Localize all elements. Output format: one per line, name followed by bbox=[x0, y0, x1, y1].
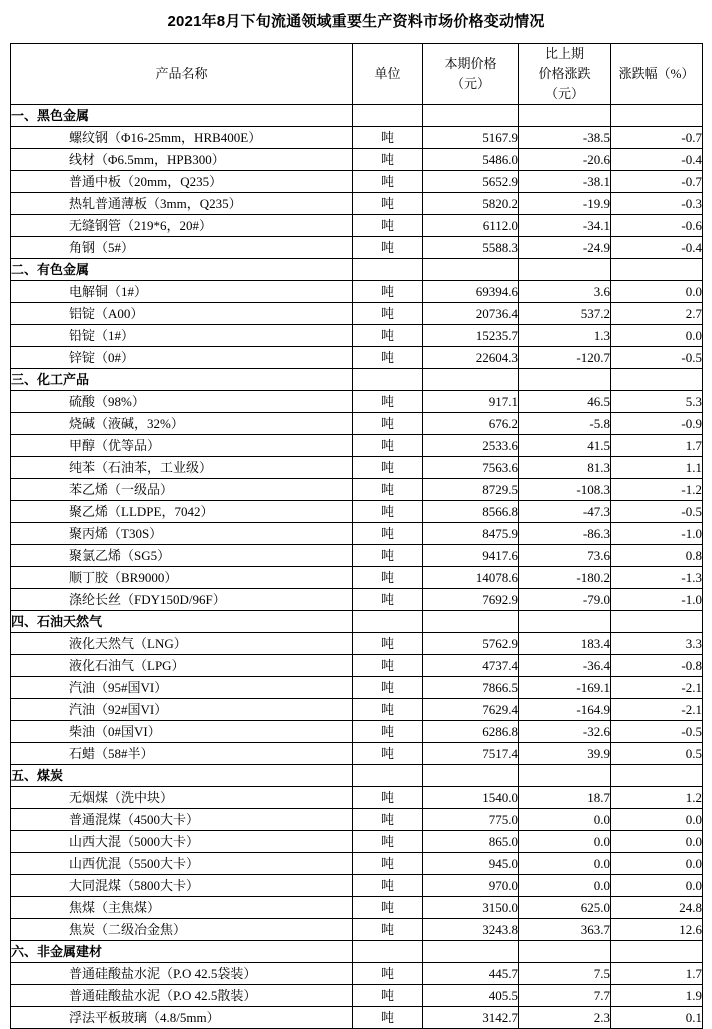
cell-unit bbox=[353, 765, 423, 787]
cell-price: 775.0 bbox=[423, 809, 519, 831]
cell-price bbox=[423, 259, 519, 281]
table-row bbox=[11, 281, 703, 303]
cell-price: 7517.4 bbox=[423, 743, 519, 765]
cell-price bbox=[423, 369, 519, 391]
cell-change: -86.3 bbox=[519, 523, 611, 545]
category-name: 二、有色金属 bbox=[11, 259, 353, 281]
product-name: 硫酸（98%） bbox=[11, 391, 353, 413]
column-header-price-line2: （元） bbox=[450, 76, 490, 91]
cell-change: 81.3 bbox=[519, 457, 611, 479]
cell-change: -34.1 bbox=[519, 215, 611, 237]
cell-change: -120.7 bbox=[519, 347, 611, 369]
product-name: 焦煤（主焦煤） bbox=[11, 897, 353, 919]
cell-price: 676.2 bbox=[423, 413, 519, 435]
table-row bbox=[11, 391, 703, 413]
product-name: 普通硅酸盐水泥（P.O 42.5散装） bbox=[11, 985, 353, 1007]
cell-unit: 吨 bbox=[353, 809, 423, 831]
cell-unit: 吨 bbox=[353, 303, 423, 325]
column-header-pct: 涨跌幅（%） bbox=[611, 44, 703, 105]
product-name: 液化天然气（LNG） bbox=[11, 633, 353, 655]
cell-change: 0.0 bbox=[519, 831, 611, 853]
cell-pct: 2.7 bbox=[611, 303, 703, 325]
cell-unit: 吨 bbox=[353, 501, 423, 523]
product-name: 铝锭（A00） bbox=[11, 303, 353, 325]
cell-pct bbox=[611, 259, 703, 281]
cell-price: 2533.6 bbox=[423, 435, 519, 457]
cell-price: 1540.0 bbox=[423, 787, 519, 809]
product-name: 焦炭（二级冶金焦） bbox=[11, 919, 353, 941]
product-name: 聚丙烯（T30S） bbox=[11, 523, 353, 545]
header-row bbox=[11, 44, 703, 105]
table-row bbox=[11, 655, 703, 677]
cell-change: 39.9 bbox=[519, 743, 611, 765]
table-row bbox=[11, 347, 703, 369]
cell-unit: 吨 bbox=[353, 435, 423, 457]
table-row bbox=[11, 127, 703, 149]
cell-price: 5588.3 bbox=[423, 237, 519, 259]
product-name: 甲醇（优等品） bbox=[11, 435, 353, 457]
product-name: 普通混煤（4500大卡） bbox=[11, 809, 353, 831]
cell-change: -19.9 bbox=[519, 193, 611, 215]
product-name: 角钢（5#） bbox=[11, 237, 353, 259]
cell-pct bbox=[611, 941, 703, 963]
cell-pct: 1.2 bbox=[611, 787, 703, 809]
cell-change: 625.0 bbox=[519, 897, 611, 919]
cell-unit: 吨 bbox=[353, 347, 423, 369]
product-name: 聚氯乙烯（SG5） bbox=[11, 545, 353, 567]
cell-unit: 吨 bbox=[353, 171, 423, 193]
cell-unit bbox=[353, 611, 423, 633]
product-name: 无烟煤（洗中块） bbox=[11, 787, 353, 809]
cell-change: -32.6 bbox=[519, 721, 611, 743]
cell-unit bbox=[353, 105, 423, 127]
product-name: 普通硅酸盐水泥（P.O 42.5袋装） bbox=[11, 963, 353, 985]
table-row bbox=[11, 457, 703, 479]
cell-pct: -1.2 bbox=[611, 479, 703, 501]
table-row bbox=[11, 237, 703, 259]
table-row-category bbox=[11, 369, 703, 391]
cell-pct: -1.0 bbox=[611, 523, 703, 545]
table-row bbox=[11, 831, 703, 853]
product-name: 浮法平板玻璃（4.8/5mm） bbox=[11, 1007, 353, 1029]
table-body bbox=[11, 105, 703, 1029]
cell-change: -38.1 bbox=[519, 171, 611, 193]
cell-change: 0.0 bbox=[519, 809, 611, 831]
product-name: 柴油（0#国VI） bbox=[11, 721, 353, 743]
column-header-name: 产品名称 bbox=[11, 44, 353, 105]
table-row bbox=[11, 325, 703, 347]
cell-pct: -0.8 bbox=[611, 655, 703, 677]
table-row bbox=[11, 501, 703, 523]
cell-pct: 0.0 bbox=[611, 875, 703, 897]
cell-unit: 吨 bbox=[353, 1007, 423, 1029]
product-name: 石蜡（58#半） bbox=[11, 743, 353, 765]
cell-unit: 吨 bbox=[353, 193, 423, 215]
cell-change: -169.1 bbox=[519, 677, 611, 699]
cell-price: 7866.5 bbox=[423, 677, 519, 699]
cell-pct: -0.6 bbox=[611, 215, 703, 237]
table-row bbox=[11, 809, 703, 831]
cell-price: 14078.6 bbox=[423, 567, 519, 589]
table-row bbox=[11, 743, 703, 765]
product-name: 锌锭（0#） bbox=[11, 347, 353, 369]
cell-unit: 吨 bbox=[353, 457, 423, 479]
table-row bbox=[11, 567, 703, 589]
table-row bbox=[11, 633, 703, 655]
product-name: 汽油（95#国VI） bbox=[11, 677, 353, 699]
cell-change: 0.0 bbox=[519, 853, 611, 875]
cell-pct: 3.3 bbox=[611, 633, 703, 655]
category-name: 一、黑色金属 bbox=[11, 105, 353, 127]
cell-pct: 0.8 bbox=[611, 545, 703, 567]
cell-price: 3142.7 bbox=[423, 1007, 519, 1029]
cell-change: 3.6 bbox=[519, 281, 611, 303]
table-row bbox=[11, 985, 703, 1007]
cell-change bbox=[519, 105, 611, 127]
cell-change: 73.6 bbox=[519, 545, 611, 567]
cell-change: 363.7 bbox=[519, 919, 611, 941]
cell-price: 5167.9 bbox=[423, 127, 519, 149]
cell-price: 6112.0 bbox=[423, 215, 519, 237]
cell-pct: -0.5 bbox=[611, 721, 703, 743]
category-name: 六、非金属建材 bbox=[11, 941, 353, 963]
product-name: 液化石油气（LPG） bbox=[11, 655, 353, 677]
cell-change: 537.2 bbox=[519, 303, 611, 325]
cell-price: 865.0 bbox=[423, 831, 519, 853]
cell-unit: 吨 bbox=[353, 545, 423, 567]
cell-pct bbox=[611, 611, 703, 633]
cell-unit: 吨 bbox=[353, 897, 423, 919]
cell-pct: 1.1 bbox=[611, 457, 703, 479]
cell-pct: -2.1 bbox=[611, 699, 703, 721]
cell-pct: -0.4 bbox=[611, 237, 703, 259]
cell-change: 2.3 bbox=[519, 1007, 611, 1029]
cell-change: 1.3 bbox=[519, 325, 611, 347]
cell-pct: 1.7 bbox=[611, 963, 703, 985]
product-name: 烧碱（液碱，32%） bbox=[11, 413, 353, 435]
cell-price bbox=[423, 765, 519, 787]
cell-unit: 吨 bbox=[353, 215, 423, 237]
cell-change: -20.6 bbox=[519, 149, 611, 171]
table-row bbox=[11, 787, 703, 809]
cell-price: 69394.6 bbox=[423, 281, 519, 303]
product-name: 山西优混（5500大卡） bbox=[11, 853, 353, 875]
cell-change bbox=[519, 941, 611, 963]
cell-pct: -0.3 bbox=[611, 193, 703, 215]
cell-change: -36.4 bbox=[519, 655, 611, 677]
cell-price: 405.5 bbox=[423, 985, 519, 1007]
cell-unit: 吨 bbox=[353, 149, 423, 171]
cell-price: 8475.9 bbox=[423, 523, 519, 545]
product-name: 汽油（92#国VI） bbox=[11, 699, 353, 721]
product-name: 涤纶长丝（FDY150D/96F） bbox=[11, 589, 353, 611]
cell-pct: 24.8 bbox=[611, 897, 703, 919]
cell-change: -79.0 bbox=[519, 589, 611, 611]
cell-unit: 吨 bbox=[353, 853, 423, 875]
cell-change: -47.3 bbox=[519, 501, 611, 523]
cell-pct: 0.5 bbox=[611, 743, 703, 765]
cell-price: 917.1 bbox=[423, 391, 519, 413]
cell-unit bbox=[353, 369, 423, 391]
product-name: 铅锭（1#） bbox=[11, 325, 353, 347]
column-header-change-line2: 价格涨跌 bbox=[538, 66, 591, 81]
cell-change: 7.7 bbox=[519, 985, 611, 1007]
table-row bbox=[11, 721, 703, 743]
cell-pct: -0.7 bbox=[611, 127, 703, 149]
category-name: 三、化工产品 bbox=[11, 369, 353, 391]
cell-price: 8729.5 bbox=[423, 479, 519, 501]
table-row-category bbox=[11, 611, 703, 633]
cell-pct: 0.0 bbox=[611, 281, 703, 303]
cell-price: 945.0 bbox=[423, 853, 519, 875]
cell-unit: 吨 bbox=[353, 325, 423, 347]
cell-pct bbox=[611, 105, 703, 127]
cell-unit: 吨 bbox=[353, 743, 423, 765]
cell-pct: 0.1 bbox=[611, 1007, 703, 1029]
cell-pct: 1.9 bbox=[611, 985, 703, 1007]
product-name: 山西大混（5000大卡） bbox=[11, 831, 353, 853]
product-name: 螺纹钢（Φ16-25mm，HRB400E） bbox=[11, 127, 353, 149]
cell-price: 22604.3 bbox=[423, 347, 519, 369]
cell-price: 4737.4 bbox=[423, 655, 519, 677]
cell-change: 41.5 bbox=[519, 435, 611, 457]
cell-price: 5486.0 bbox=[423, 149, 519, 171]
cell-price: 5652.9 bbox=[423, 171, 519, 193]
cell-pct: 0.0 bbox=[611, 325, 703, 347]
cell-pct: 0.0 bbox=[611, 809, 703, 831]
table-row-category bbox=[11, 105, 703, 127]
cell-unit: 吨 bbox=[353, 677, 423, 699]
table-row bbox=[11, 171, 703, 193]
cell-pct: 0.0 bbox=[611, 831, 703, 853]
cell-unit: 吨 bbox=[353, 699, 423, 721]
product-name: 普通中板（20mm，Q235） bbox=[11, 171, 353, 193]
cell-pct: 0.0 bbox=[611, 853, 703, 875]
cell-unit: 吨 bbox=[353, 787, 423, 809]
table-row-category bbox=[11, 941, 703, 963]
product-name: 热轧普通薄板（3mm，Q235） bbox=[11, 193, 353, 215]
cell-change bbox=[519, 765, 611, 787]
table-row bbox=[11, 897, 703, 919]
cell-change bbox=[519, 611, 611, 633]
cell-pct: -1.3 bbox=[611, 567, 703, 589]
cell-unit: 吨 bbox=[353, 831, 423, 853]
cell-unit: 吨 bbox=[353, 479, 423, 501]
cell-unit: 吨 bbox=[353, 523, 423, 545]
cell-pct: -0.9 bbox=[611, 413, 703, 435]
column-header-change-line1: 比上期 bbox=[544, 46, 584, 61]
table-row bbox=[11, 149, 703, 171]
table-row bbox=[11, 479, 703, 501]
cell-pct bbox=[611, 765, 703, 787]
table-row bbox=[11, 303, 703, 325]
table-header bbox=[11, 44, 703, 105]
product-name: 线材（Φ6.5mm，HPB300） bbox=[11, 149, 353, 171]
cell-unit: 吨 bbox=[353, 721, 423, 743]
cell-change: -38.5 bbox=[519, 127, 611, 149]
cell-change: 7.5 bbox=[519, 963, 611, 985]
cell-price: 3243.8 bbox=[423, 919, 519, 941]
cell-unit: 吨 bbox=[353, 919, 423, 941]
cell-unit: 吨 bbox=[353, 127, 423, 149]
table-row bbox=[11, 1007, 703, 1029]
cell-change: -24.9 bbox=[519, 237, 611, 259]
cell-unit: 吨 bbox=[353, 391, 423, 413]
cell-price: 445.7 bbox=[423, 963, 519, 985]
cell-unit: 吨 bbox=[353, 237, 423, 259]
cell-unit: 吨 bbox=[353, 963, 423, 985]
cell-price: 7563.6 bbox=[423, 457, 519, 479]
cell-unit: 吨 bbox=[353, 589, 423, 611]
cell-price: 970.0 bbox=[423, 875, 519, 897]
category-name: 五、煤炭 bbox=[11, 765, 353, 787]
cell-change: 183.4 bbox=[519, 633, 611, 655]
price-table bbox=[10, 43, 703, 1029]
cell-price: 8566.8 bbox=[423, 501, 519, 523]
cell-unit: 吨 bbox=[353, 281, 423, 303]
cell-unit: 吨 bbox=[353, 567, 423, 589]
column-header-unit: 单位 bbox=[353, 44, 423, 105]
cell-change: -5.8 bbox=[519, 413, 611, 435]
product-name: 聚乙烯（LLDPE，7042） bbox=[11, 501, 353, 523]
column-header-price bbox=[423, 44, 519, 105]
cell-price: 20736.4 bbox=[423, 303, 519, 325]
column-header-change-line3: （元） bbox=[544, 86, 584, 101]
cell-price bbox=[423, 941, 519, 963]
cell-pct bbox=[611, 369, 703, 391]
cell-change bbox=[519, 369, 611, 391]
product-name: 大同混煤（5800大卡） bbox=[11, 875, 353, 897]
column-header-price-line1: 本期价格 bbox=[444, 56, 497, 71]
cell-price bbox=[423, 611, 519, 633]
cell-pct: 5.3 bbox=[611, 391, 703, 413]
table-row bbox=[11, 523, 703, 545]
product-name: 纯苯（石油苯，工业级） bbox=[11, 457, 353, 479]
cell-price: 9417.6 bbox=[423, 545, 519, 567]
cell-pct: -0.5 bbox=[611, 347, 703, 369]
column-header-change bbox=[519, 44, 611, 105]
cell-price: 6286.8 bbox=[423, 721, 519, 743]
table-row bbox=[11, 435, 703, 457]
cell-change: -180.2 bbox=[519, 567, 611, 589]
table-row bbox=[11, 853, 703, 875]
cell-change bbox=[519, 259, 611, 281]
cell-change: 18.7 bbox=[519, 787, 611, 809]
cell-price: 5762.9 bbox=[423, 633, 519, 655]
cell-unit: 吨 bbox=[353, 655, 423, 677]
cell-pct: -2.1 bbox=[611, 677, 703, 699]
table-row bbox=[11, 545, 703, 567]
table-row bbox=[11, 215, 703, 237]
cell-unit bbox=[353, 259, 423, 281]
cell-pct: -0.7 bbox=[611, 171, 703, 193]
cell-pct: 1.7 bbox=[611, 435, 703, 457]
cell-unit: 吨 bbox=[353, 413, 423, 435]
cell-price: 5820.2 bbox=[423, 193, 519, 215]
page-title: 2021年8月下旬流通领域重要生产资料市场价格变动情况 bbox=[167, 13, 545, 30]
table-row bbox=[11, 875, 703, 897]
product-name: 电解铜（1#） bbox=[11, 281, 353, 303]
cell-change: 0.0 bbox=[519, 875, 611, 897]
cell-unit: 吨 bbox=[353, 985, 423, 1007]
product-name: 顺丁胶（BR9000） bbox=[11, 567, 353, 589]
cell-unit: 吨 bbox=[353, 875, 423, 897]
cell-price: 3150.0 bbox=[423, 897, 519, 919]
cell-unit bbox=[353, 941, 423, 963]
cell-price bbox=[423, 105, 519, 127]
table-row bbox=[11, 193, 703, 215]
table-row bbox=[11, 919, 703, 941]
cell-pct: -0.4 bbox=[611, 149, 703, 171]
cell-price: 15235.7 bbox=[423, 325, 519, 347]
table-row bbox=[11, 699, 703, 721]
table-row bbox=[11, 413, 703, 435]
product-name: 无缝钢管（219*6，20#） bbox=[11, 215, 353, 237]
table-row-category bbox=[11, 765, 703, 787]
category-name: 四、石油天然气 bbox=[11, 611, 353, 633]
cell-change: -108.3 bbox=[519, 479, 611, 501]
cell-pct: 12.6 bbox=[611, 919, 703, 941]
cell-price: 7629.4 bbox=[423, 699, 519, 721]
cell-pct: -0.5 bbox=[611, 501, 703, 523]
table-row-category bbox=[11, 259, 703, 281]
table-row bbox=[11, 677, 703, 699]
table-row bbox=[11, 963, 703, 985]
cell-unit: 吨 bbox=[353, 633, 423, 655]
cell-change: 46.5 bbox=[519, 391, 611, 413]
cell-price: 7692.9 bbox=[423, 589, 519, 611]
product-name: 苯乙烯（一级品） bbox=[11, 479, 353, 501]
cell-change: -164.9 bbox=[519, 699, 611, 721]
cell-pct: -1.0 bbox=[611, 589, 703, 611]
table-row bbox=[11, 589, 703, 611]
